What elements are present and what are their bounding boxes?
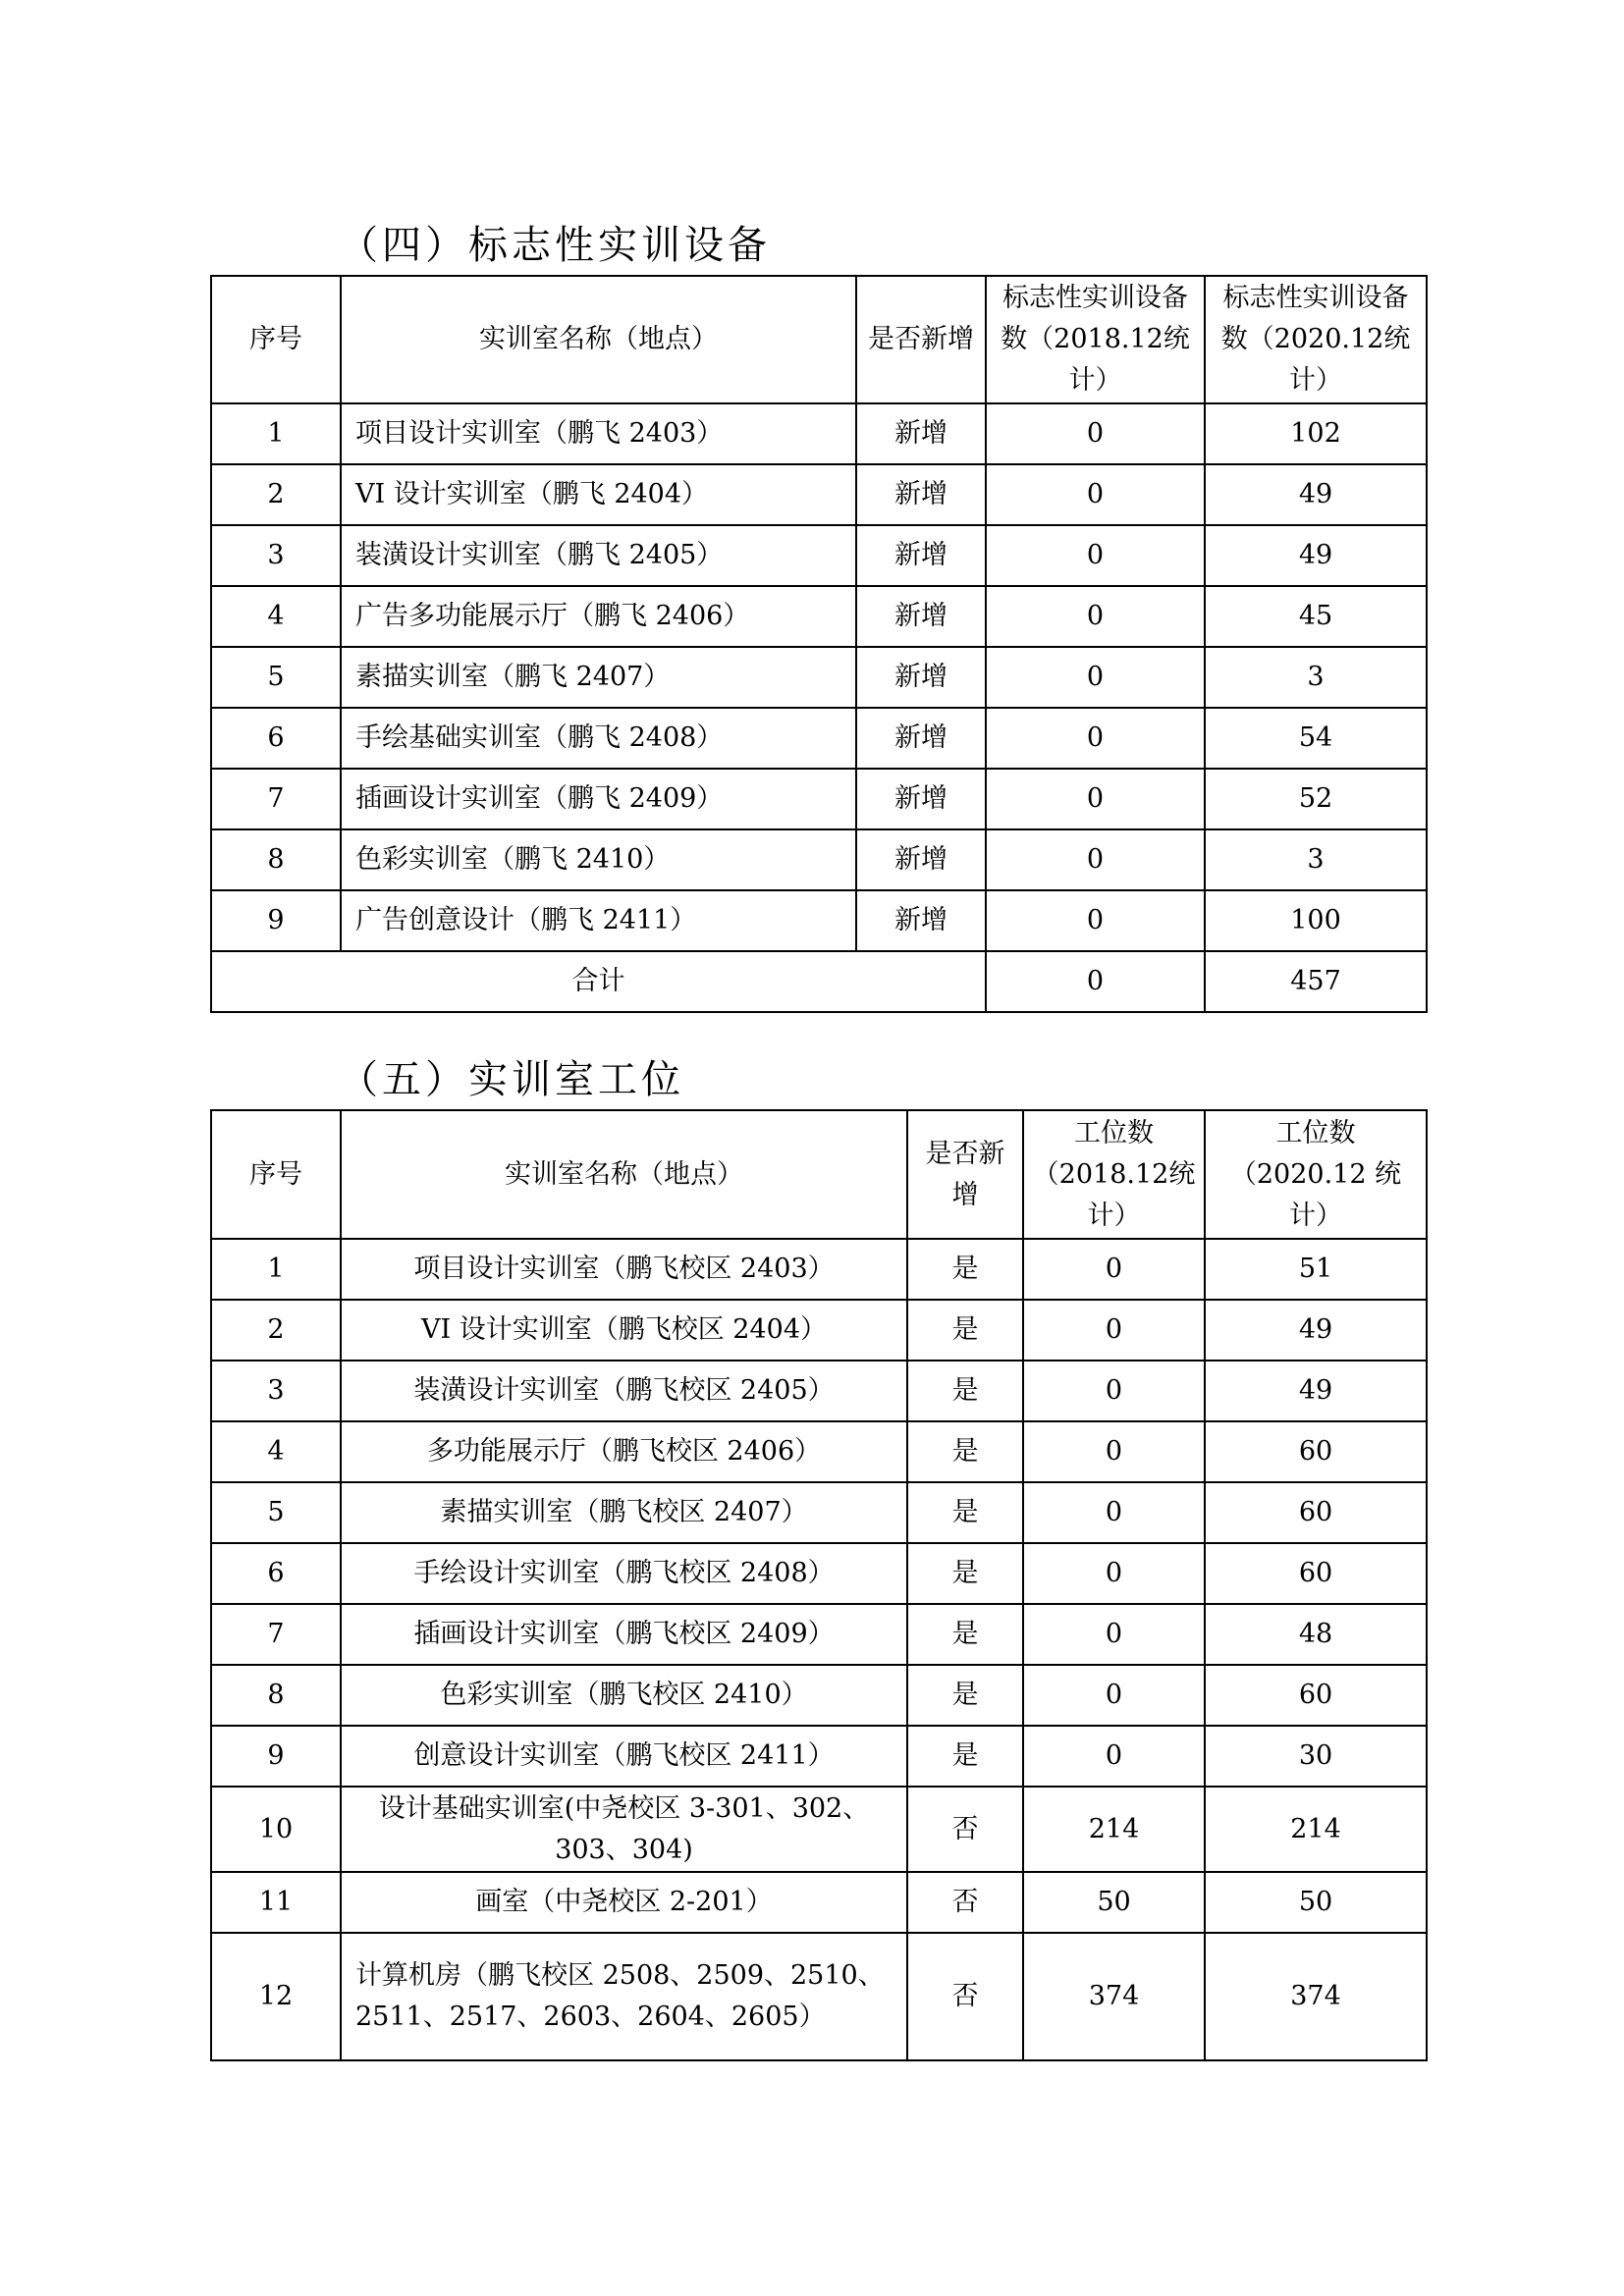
- table-cell: 是: [907, 1604, 1023, 1665]
- table-cell: 装潢设计实训室（鹏飞 2405）: [341, 525, 856, 586]
- table-cell: 5: [211, 1482, 341, 1543]
- table-cell: 0: [986, 647, 1205, 708]
- table-row: [211, 1787, 1427, 1872]
- table-cell: 49: [1205, 464, 1427, 525]
- table-cell: 6: [211, 708, 341, 769]
- table-cell: 102: [1205, 403, 1427, 464]
- table-cell: VI 设计实训室（鹏飞 2404）: [341, 464, 856, 525]
- table-row: [211, 1239, 1427, 1300]
- table-cell: 新增: [856, 525, 986, 586]
- table-cell: 60: [1205, 1543, 1427, 1604]
- table-row: [211, 890, 1427, 951]
- header-cell: 标志性实训设备数（2020.12统计）: [1205, 276, 1427, 403]
- table-cell: 多功能展示厅（鹏飞校区 2406）: [341, 1421, 907, 1482]
- header-cell: 是否新增: [856, 276, 986, 403]
- table-row: [211, 1421, 1427, 1482]
- table-row: [211, 1872, 1427, 1933]
- workstation-table: [210, 1109, 1428, 2061]
- table-cell: 50: [1023, 1872, 1205, 1933]
- table-cell: 0: [986, 769, 1205, 829]
- table-cell: 0: [1023, 1421, 1205, 1482]
- equipment-table: [210, 275, 1428, 1013]
- table-row: [211, 403, 1427, 464]
- table-cell: 色彩实训室（鹏飞 2410）: [341, 829, 856, 890]
- table-header-row: [211, 276, 1427, 403]
- table-cell: 新增: [856, 890, 986, 951]
- table-row: [211, 1300, 1427, 1361]
- header-cell: 实训室名称（地点）: [341, 276, 856, 403]
- section4-title: （四）标志性实训设备: [339, 223, 771, 268]
- table-cell: 7: [211, 1604, 341, 1665]
- table-cell: 新增: [856, 647, 986, 708]
- table-cell: 是: [907, 1300, 1023, 1361]
- table-cell: 是: [907, 1361, 1023, 1421]
- table-cell: 是: [907, 1239, 1023, 1300]
- table-cell: 10: [211, 1787, 341, 1872]
- table-cell: 3: [211, 1361, 341, 1421]
- total-label: 合计: [211, 951, 986, 1012]
- table-row: [211, 586, 1427, 647]
- table-cell: 0: [1023, 1239, 1205, 1300]
- table-cell: 新增: [856, 403, 986, 464]
- table-cell: 色彩实训室（鹏飞校区 2410）: [341, 1665, 907, 1726]
- table-cell: 是: [907, 1665, 1023, 1726]
- table-cell: 0: [986, 708, 1205, 769]
- table-cell: 2: [211, 464, 341, 525]
- table-cell: 60: [1205, 1482, 1427, 1543]
- table-cell: 8: [211, 1665, 341, 1726]
- table-cell: 49: [1205, 525, 1427, 586]
- table-cell: 是: [907, 1543, 1023, 1604]
- header-cell: 序号: [211, 276, 341, 403]
- table-cell: 手绘设计实训室（鹏飞校区 2408）: [341, 1543, 907, 1604]
- table-cell: 手绘基础实训室（鹏飞 2408）: [341, 708, 856, 769]
- table-header-row: [211, 1110, 1427, 1239]
- table-cell: 0: [1023, 1361, 1205, 1421]
- table-cell: 广告多功能展示厅（鹏飞 2406）: [341, 586, 856, 647]
- table-cell: 新增: [856, 464, 986, 525]
- table-cell: 设计基础实训室(中尧校区 3-301、302、303、304): [341, 1787, 907, 1872]
- header-cell: 标志性实训设备数（2018.12统计）: [986, 276, 1205, 403]
- header-cell: 工位数（2018.12统计）: [1023, 1110, 1205, 1239]
- table-cell: 49: [1205, 1361, 1427, 1421]
- table-row: [211, 1482, 1427, 1543]
- table-cell: 3: [211, 525, 341, 586]
- table-cell: 新增: [856, 769, 986, 829]
- table-cell: 是: [907, 1726, 1023, 1787]
- table-cell: 0: [1023, 1604, 1205, 1665]
- table-cell: 是: [907, 1482, 1023, 1543]
- table-row: [211, 1361, 1427, 1421]
- table-cell: 插画设计实训室（鹏飞 2409）: [341, 769, 856, 829]
- table-row: [211, 464, 1427, 525]
- table-cell: 装潢设计实训室（鹏飞校区 2405）: [341, 1361, 907, 1421]
- table-row: [211, 525, 1427, 586]
- table-row: [211, 769, 1427, 829]
- table-cell: 0: [1023, 1543, 1205, 1604]
- table-cell: 51: [1205, 1239, 1427, 1300]
- table-cell: 否: [907, 1872, 1023, 1933]
- total-row: [211, 951, 1427, 1012]
- table-cell: 1: [211, 403, 341, 464]
- table-cell: 4: [211, 1421, 341, 1482]
- table-row: [211, 647, 1427, 708]
- table-cell: 否: [907, 1787, 1023, 1872]
- table-cell: 0: [986, 586, 1205, 647]
- table-cell: 新增: [856, 586, 986, 647]
- header-cell: 工位数（2020.12 统计）: [1205, 1110, 1427, 1239]
- table-cell: 素描实训室（鹏飞校区 2407）: [341, 1482, 907, 1543]
- table-cell: 0: [1023, 1726, 1205, 1787]
- table-cell: 8: [211, 829, 341, 890]
- table-cell: 3: [1205, 829, 1427, 890]
- table-cell: 12: [211, 1933, 341, 2060]
- table-row: [211, 829, 1427, 890]
- table-cell: 52: [1205, 769, 1427, 829]
- table-cell: 214: [1205, 1787, 1427, 1872]
- table-cell: 49: [1205, 1300, 1427, 1361]
- table-cell: 60: [1205, 1421, 1427, 1482]
- table-cell: 48: [1205, 1604, 1427, 1665]
- total-2020: 457: [1205, 951, 1427, 1012]
- table-row: [211, 1543, 1427, 1604]
- table-cell: 画室（中尧校区 2-201）: [341, 1872, 907, 1933]
- table-cell: 否: [907, 1933, 1023, 2060]
- table-cell: 插画设计实训室（鹏飞校区 2409）: [341, 1604, 907, 1665]
- table-cell: 0: [1023, 1665, 1205, 1726]
- table-cell: 9: [211, 890, 341, 951]
- header-cell: 序号: [211, 1110, 341, 1239]
- table-cell: 项目设计实训室（鹏飞校区 2403）: [341, 1239, 907, 1300]
- table-cell: 创意设计实训室（鹏飞校区 2411）: [341, 1726, 907, 1787]
- table-cell: 374: [1205, 1933, 1427, 2060]
- table-row: [211, 1665, 1427, 1726]
- table-cell: 2: [211, 1300, 341, 1361]
- table-cell: 0: [1023, 1300, 1205, 1361]
- table-cell: 100: [1205, 890, 1427, 951]
- table-cell: 54: [1205, 708, 1427, 769]
- table-row: [211, 1933, 1427, 2060]
- table-row: [211, 708, 1427, 769]
- table-cell: 0: [986, 464, 1205, 525]
- table-cell: 6: [211, 1543, 341, 1604]
- table-row: [211, 1604, 1427, 1665]
- table-cell: 0: [986, 403, 1205, 464]
- table-cell: 新增: [856, 829, 986, 890]
- table-cell: 45: [1205, 586, 1427, 647]
- table-cell: 3: [1205, 647, 1427, 708]
- table-row: [211, 1726, 1427, 1787]
- table-cell: 60: [1205, 1665, 1427, 1726]
- table-cell: 0: [986, 829, 1205, 890]
- header-cell: 是否新增: [907, 1110, 1023, 1239]
- table-cell: 素描实训室（鹏飞 2407）: [341, 647, 856, 708]
- header-cell: 实训室名称（地点）: [341, 1110, 907, 1239]
- table-cell: VI 设计实训室（鹏飞校区 2404）: [341, 1300, 907, 1361]
- table-cell: 7: [211, 769, 341, 829]
- table-cell: 30: [1205, 1726, 1427, 1787]
- table-cell: 是: [907, 1421, 1023, 1482]
- table-cell: 9: [211, 1726, 341, 1787]
- table-cell: 5: [211, 647, 341, 708]
- table-cell: 计算机房（鹏飞校区 2508、2509、2510、2511、2517、2603、2604、2605）: [341, 1933, 907, 2060]
- table-cell: 广告创意设计（鹏飞 2411）: [341, 890, 856, 951]
- table-cell: 项目设计实训室（鹏飞 2403）: [341, 403, 856, 464]
- table-cell: 1: [211, 1239, 341, 1300]
- table-cell: 214: [1023, 1787, 1205, 1872]
- table-cell: 50: [1205, 1872, 1427, 1933]
- table-cell: 11: [211, 1872, 341, 1933]
- section5-title: （五）实训室工位: [339, 1057, 684, 1102]
- table-cell: 0: [1023, 1482, 1205, 1543]
- table-cell: 0: [986, 890, 1205, 951]
- table-cell: 新增: [856, 708, 986, 769]
- table-cell: 374: [1023, 1933, 1205, 2060]
- total-2018: 0: [986, 951, 1205, 1012]
- table-cell: 0: [986, 525, 1205, 586]
- table-cell: 4: [211, 586, 341, 647]
